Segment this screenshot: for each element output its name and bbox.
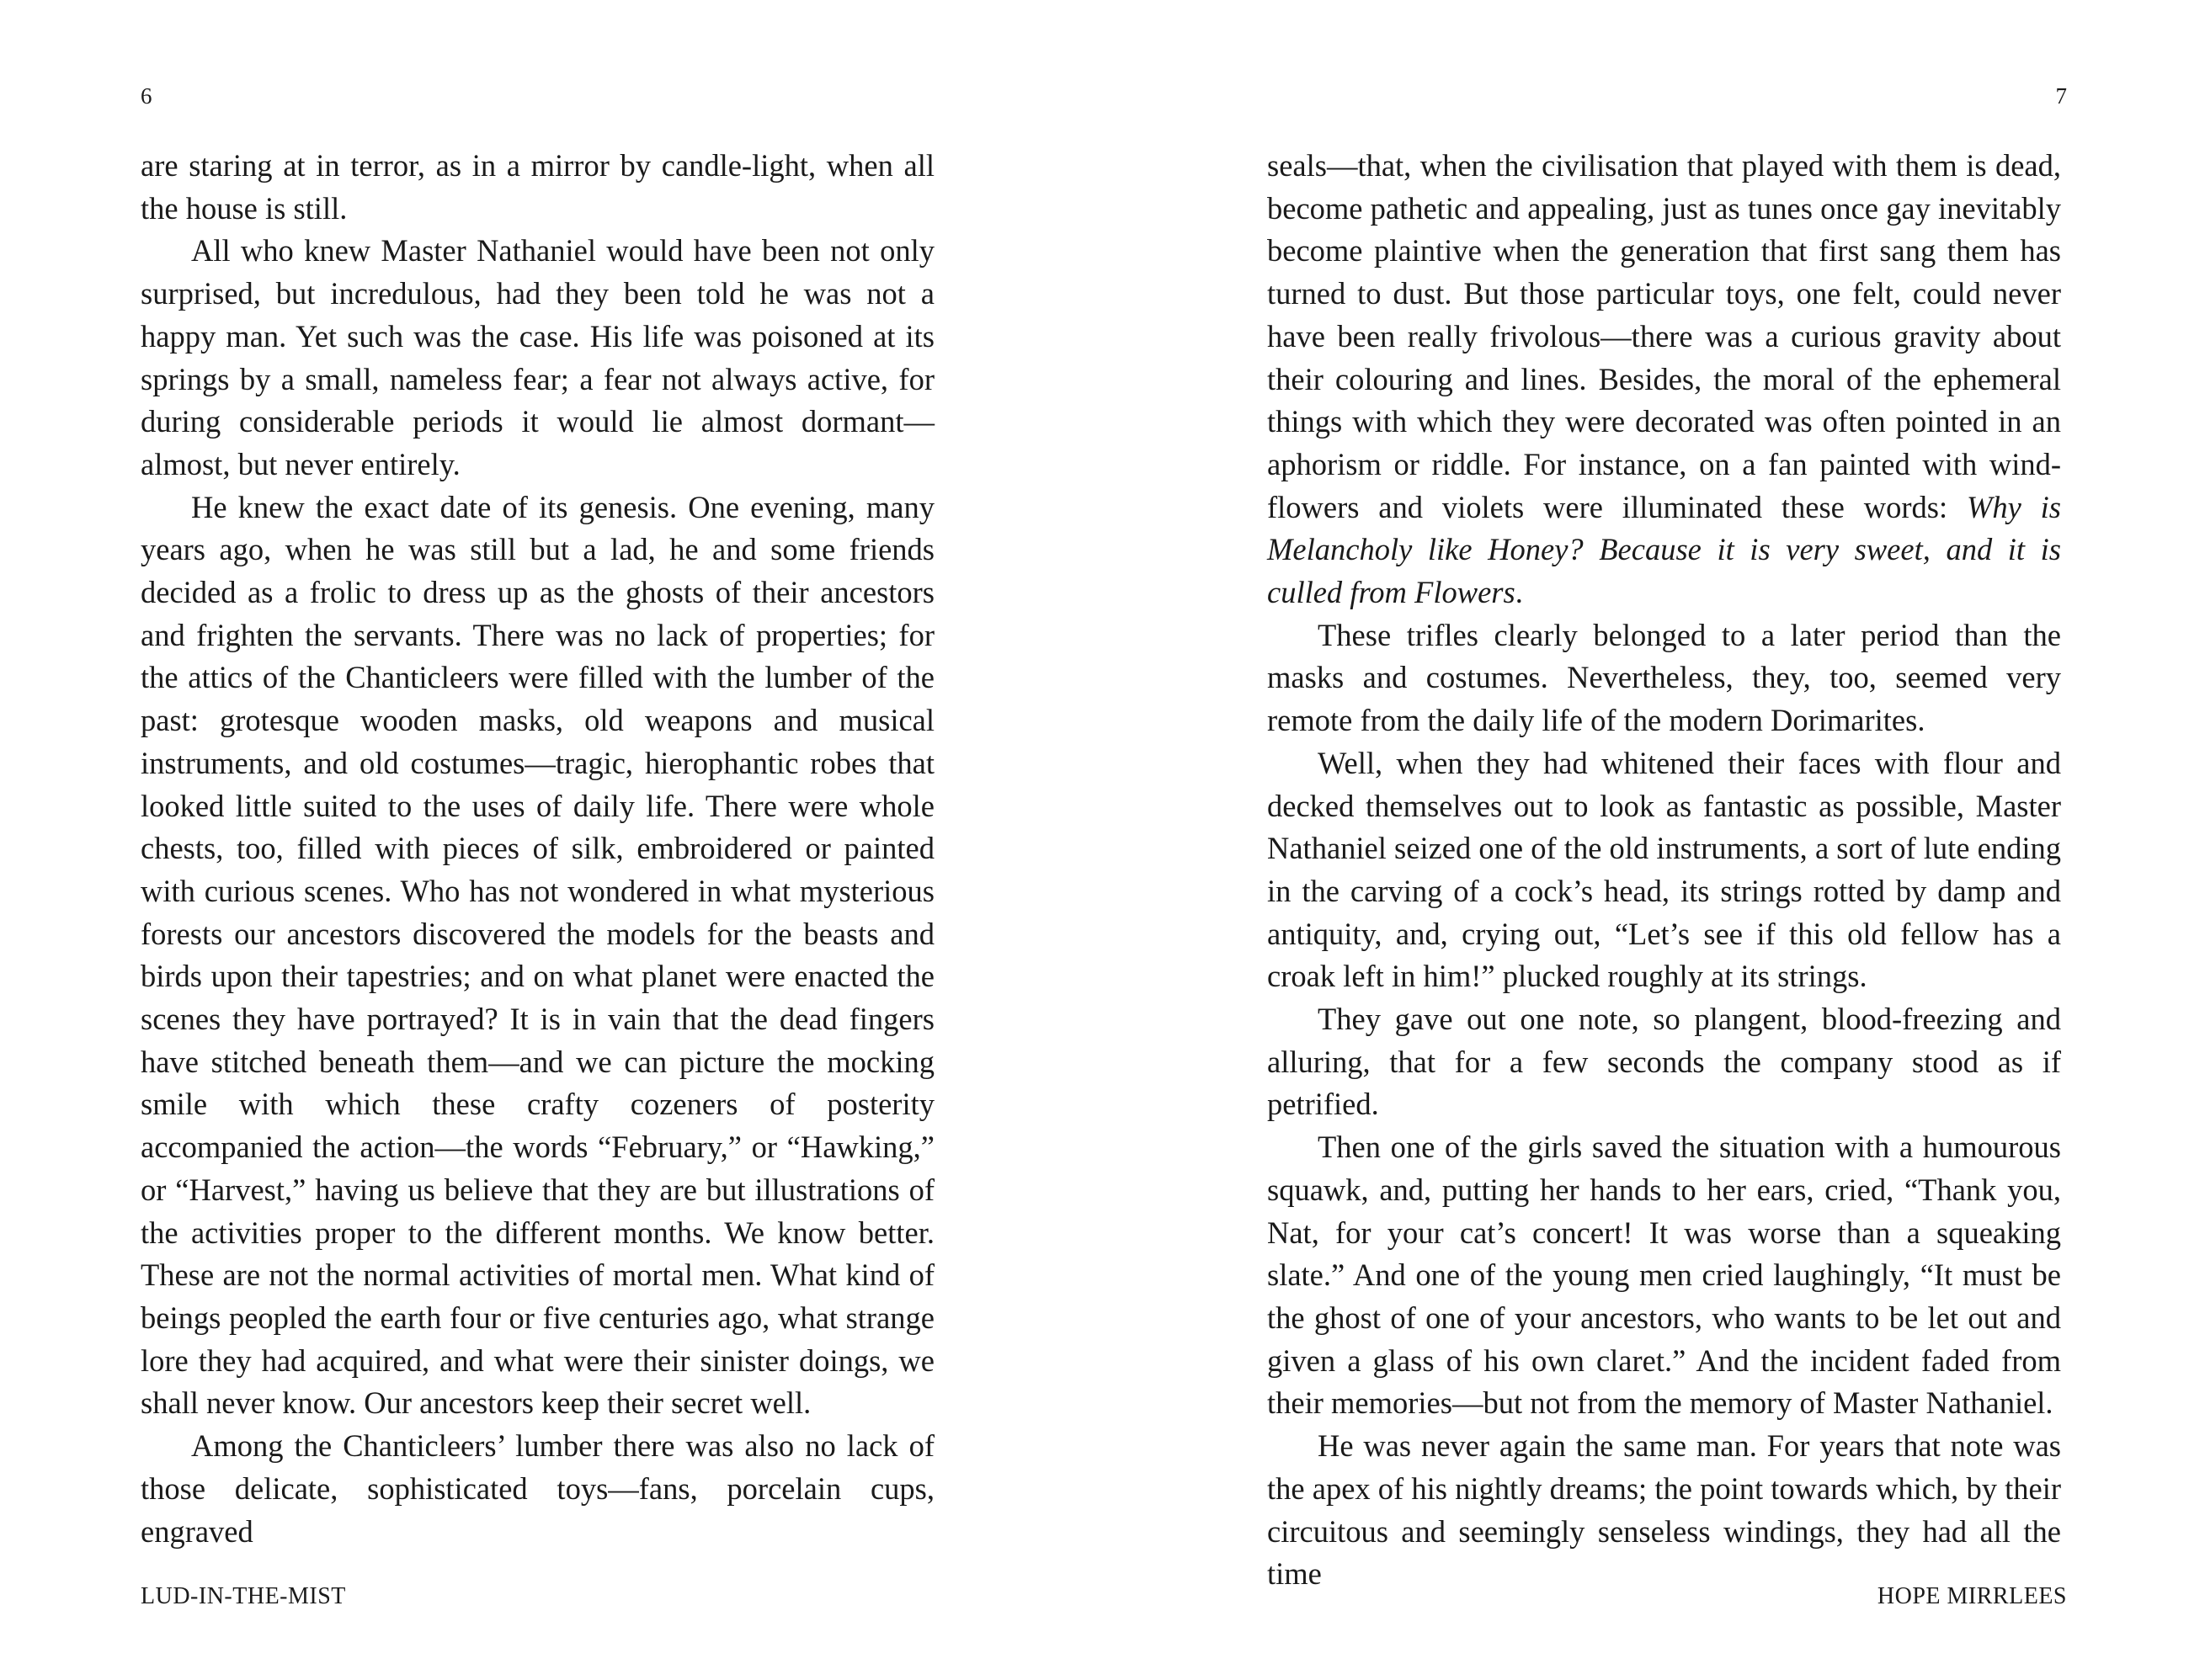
riddle-italic: Why is Melancholy like Honey? Because it is very sweet, and it is culled from Flowers <box>1267 489 2062 610</box>
paragraph: Well, when they had whitened their faces with flour and decked themselves out to look as fantastic as possible, Master Nathaniel seized one of the old instruments, a sort of lute ending in the carving of a cock’s head, its strings rotted by damp and antiquity, and, crying out, “Let’s see if this old fellow has a croak left in him!” plucked roughly at its strings. <box>1267 745 2061 994</box>
paragraph <box>1267 145 2061 614</box>
left-page <box>141 0 940 1680</box>
paragraph-end: . <box>1515 575 1523 610</box>
paragraph: All who knew Master Nathaniel would have been not only surprised, but incredulous, had they been told he was not a happy man. Yet such was the case. His life was poisoned at its springs by a small, nameless fear; a fear not always active, for during considerable periods it would lie almost dormant—almost, but never entirely. <box>141 233 935 481</box>
paragraph: Among the Chanticleers’ lumber there was also no lack of those delicate, sophisticated toys—fans, porcelain cups, engraved <box>141 1428 935 1549</box>
paragraph: He was never again the same man. For years that note was the apex of his nightly dreams; the point towards which, by their circuitous and seemingly senseless windings, they had all the time <box>1267 1428 2061 1592</box>
paragraph-text: seals—that, when the civilisation that played with them is dead, become pathetic and appealing, just as tunes once gay inevitably become plaintive when the generation that first sang them has turned to dust. But those particular toys, one felt, could never have been really frivolous—there was a curious gravity about their colouring and lines. Besides, the moral of the ephemeral things with which they were decorated was often pointed in an aphorism or riddle. For instance, on a fan painted with wind-flowers and violets were illuminated these words: <box>1267 148 2061 524</box>
paragraph: They gave out one note, so plangent, blood-freezing and alluring, that for a few seconds the company stood as if petrified. <box>1267 1002 2061 1122</box>
running-footer-title: LUD-IN-THE-MIST <box>141 1583 346 1609</box>
paragraph: are staring at in terror, as in a mirror by candle-light, when all the house is still. <box>141 148 935 226</box>
page-number-right: 7 <box>2055 83 2067 109</box>
left-page-text <box>141 145 935 1553</box>
running-footer-author: HOPE MIRRLEES <box>1877 1583 2067 1609</box>
page-number-left: 6 <box>141 83 152 109</box>
paragraph: Then one of the girls saved the situation with a humourous squawk, and, putting her hands to her ears, cried, “Thank you, Nat, for your cat’s concert! It was worse than a squeaking slate.” And one of the young men cried laughingly, “It must be the ghost of one of your ancestors, who wants to be let out and given a glass of his own claret.” And the incident faded from their memories—but not from the memory of Master Nathaniel. <box>1267 1130 2061 1421</box>
paragraph: These trifles clearly belonged to a later period than the masks and costumes. Nevertheless, they, too, seemed very remote from the daily life of the modern Dorimarites. <box>1267 617 2061 738</box>
right-page-text <box>1267 145 2061 1596</box>
paragraph: He knew the exact date of its genesis. One evening, many years ago, when he was still but a lad, he and some friends decided as a frolic to dress up as the ghosts of their ancestors and frighten the servants. There was no lack of properties; for the attics of the Chanticleers were filled with the lumber of the past: grotesque wooden masks, old weapons and musical instruments, and old costumes—tragic, hierophantic robes that looked little suited to the uses of daily life. There were whole chests, too, filled with pieces of silk, embroidered or painted with curious scenes. Who has not wondered in what mysterious forests our ancestors discovered the models for the beasts and birds upon their tapestries; and on what planet were enacted the scenes they have portrayed? It is in vain that the dead fingers have stitched beneath them—and we can picture the mocking smile with which these crafty cozeners of posterity accompanied the action—the words “February,” or “Hawking,” or “Harvest,” having us believe that they are but illustrations of the activities proper to the different months. We know better. These are not the normal activities of mortal men. What kind of beings peopled the earth four or five centuries ago, what strange lore they had acquired, and what were their sinister doings, we shall never know. Our ancestors keep their secret well. <box>141 489 935 1421</box>
right-page <box>1267 0 2067 1680</box>
